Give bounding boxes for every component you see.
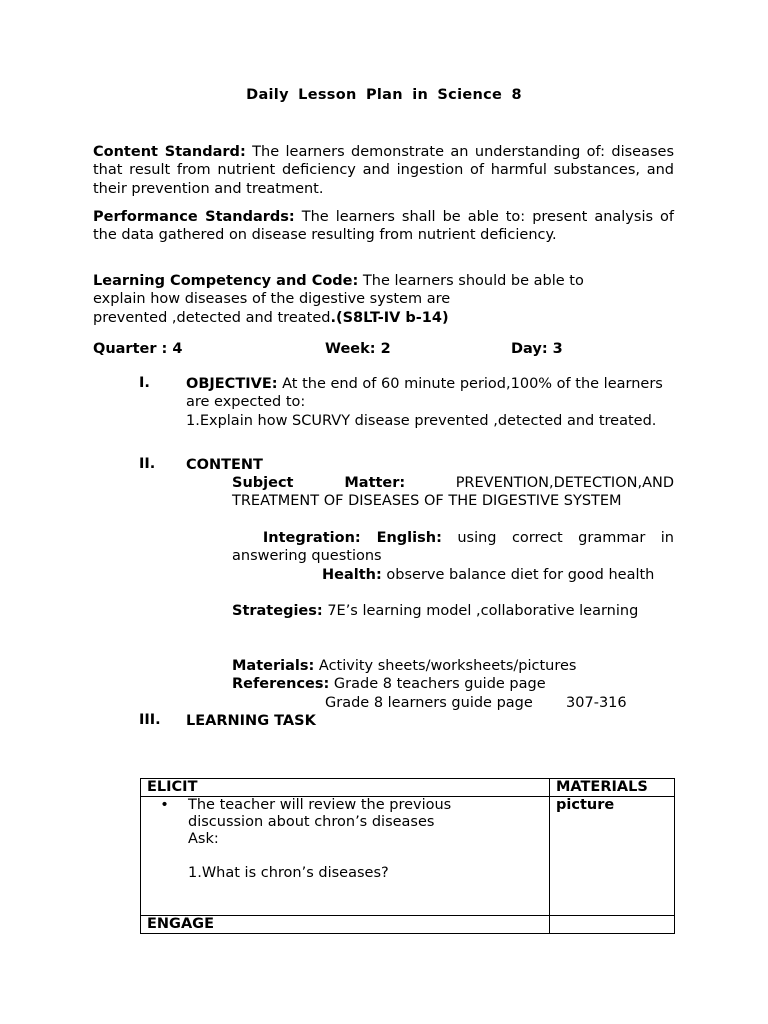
objective-text: At the end of 60 minute period,100% of the learners are expected to: (186, 376, 663, 411)
performance-standards-label: Performance Standards: (93, 209, 295, 225)
performance-standards (93, 208, 674, 245)
performance-standards-text: The learners shall be able to: present analysis of the data gathered on disease resulting from nutrient deficiency. (93, 209, 675, 244)
learning-task-heading: LEARNING TASK (186, 713, 316, 729)
health-label: Health: (322, 567, 382, 583)
quarter-label: Quarter : 4 (93, 341, 183, 357)
materials-header: MATERIALS (550, 779, 675, 797)
day-label: Day: 3 (511, 341, 563, 357)
learning-competency (93, 272, 674, 327)
learning-competency-code: .(S8LT-IV b-14) (330, 309, 449, 326)
bullet-icon: • (160, 797, 169, 813)
subject-matter (232, 474, 674, 511)
health (232, 566, 674, 584)
objective-numeral: I. (139, 375, 150, 391)
strategies (232, 602, 674, 620)
elicit-question: 1.What is chron’s diseases? (188, 865, 389, 881)
integration-label: Integration: English: (262, 530, 442, 546)
content-standard (93, 143, 674, 198)
table-header-row (141, 779, 675, 797)
content-standard-text: The learners demonstrate an understanding of: diseases that result from nutrient deficiency and ingestion of harmful substances, and their prevention and treatment. (93, 144, 675, 197)
elicit-header: ELICIT (141, 779, 550, 797)
elicit-row (141, 797, 675, 916)
learning-task-table (140, 778, 675, 934)
objective-section (186, 375, 674, 430)
objective-item: 1.Explain how SCURVY disease prevented ,detected and treated. (186, 412, 657, 429)
elicit-line3: Ask: (188, 831, 219, 847)
engage-row (141, 916, 675, 934)
document-title: Daily Lesson Plan in Science 8 (246, 87, 522, 103)
engage-header: ENGAGE (141, 916, 550, 934)
integration-text: using correct grammar in answering questions (232, 530, 674, 565)
week-label: Week: 2 (325, 341, 391, 357)
subject-matter-text: PREVENTION,DETECTION,AND TREATMENT OF DISEASES OF THE DIGESTIVE SYSTEM (232, 475, 675, 510)
references-line2-row (325, 694, 627, 712)
materials-cell: picture (550, 797, 675, 916)
elicit-line2: discussion about chron’s diseases (188, 814, 435, 830)
strategies-label: Strategies: (232, 603, 323, 619)
integration (232, 529, 674, 566)
content-standard-label: Content Standard: (93, 144, 246, 160)
health-text: observe balance diet for good health (386, 567, 655, 583)
elicit-cell (141, 797, 550, 916)
learning-competency-line1: The learners should be able to (362, 273, 584, 289)
subject-matter-label: Subject Matter: (232, 475, 406, 491)
content-heading: CONTENT (186, 457, 263, 473)
learning-task-numeral: III. (139, 712, 161, 728)
references (232, 675, 674, 693)
materials (232, 657, 674, 675)
engage-materials-cell (550, 916, 675, 934)
learning-competency-label: Learning Competency and Code: (93, 273, 359, 289)
materials-text: Activity sheets/worksheets/pictures (318, 658, 577, 674)
content-numeral: II. (139, 456, 156, 472)
elicit-bullet-item (141, 797, 543, 882)
objective-label: OBJECTIVE: (186, 376, 278, 392)
references-line2: Grade 8 learners guide page (325, 695, 533, 711)
schedule-row (93, 341, 674, 359)
learning-competency-line3: prevented ,detected and treated (93, 309, 331, 326)
strategies-text: 7E’s learning model ,collaborative learning (327, 603, 639, 619)
elicit-line1: The teacher will review the previous (188, 797, 452, 813)
references-text: Grade 8 teachers guide page (333, 676, 546, 692)
materials-label: Materials: (232, 658, 315, 674)
references-label: References: (232, 676, 330, 692)
references-pages: 307-316 (566, 695, 627, 711)
learning-competency-line2: explain how diseases of the digestive system are (93, 291, 451, 308)
